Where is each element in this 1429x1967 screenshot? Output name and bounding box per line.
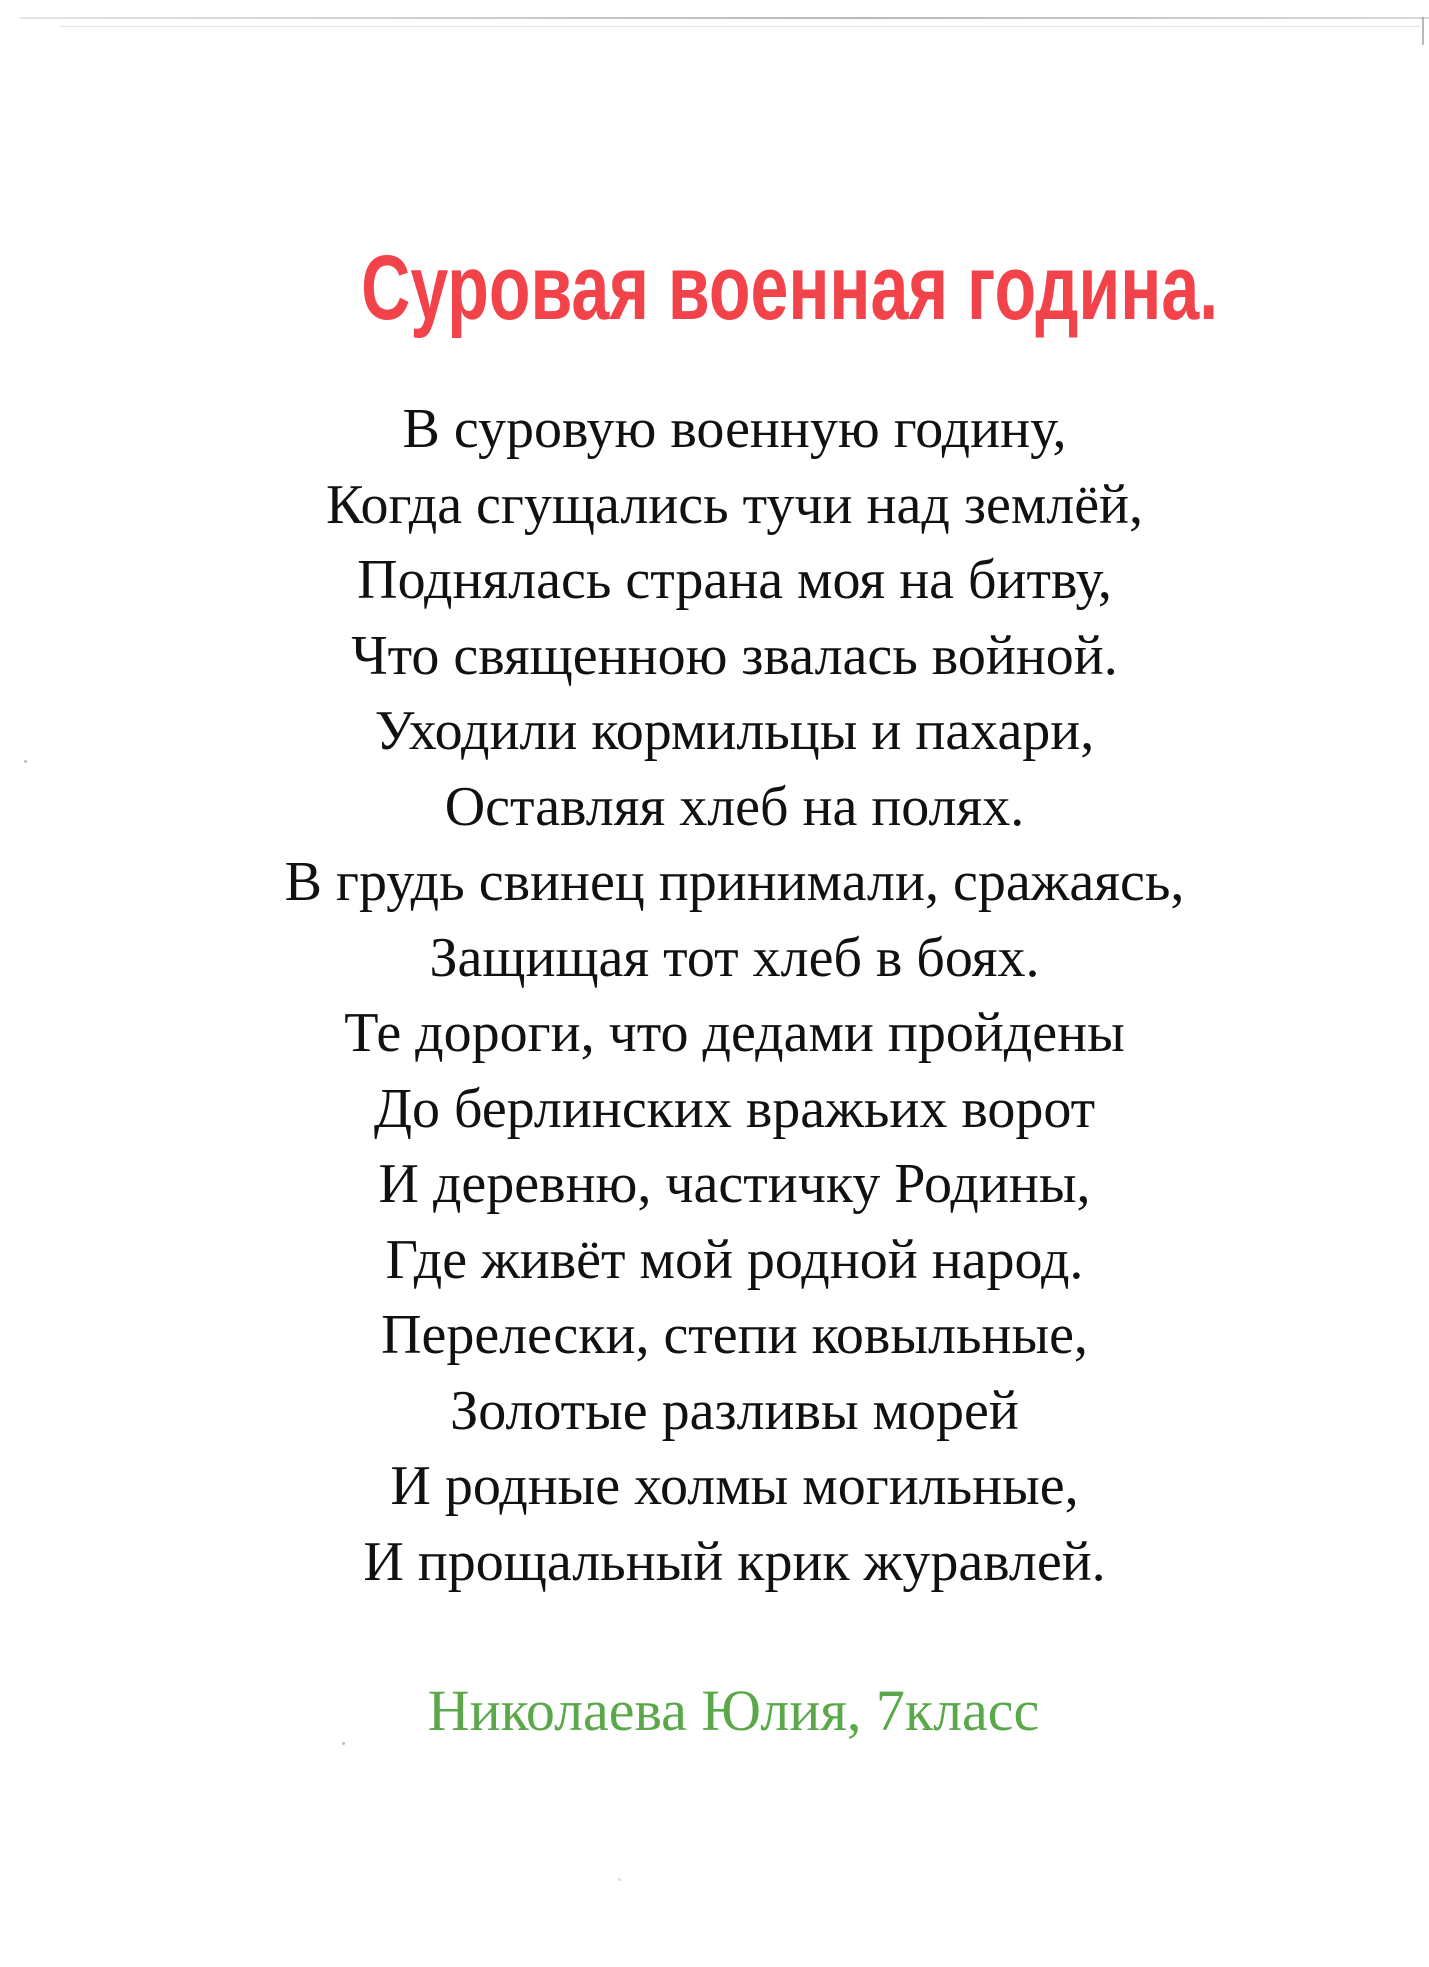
poem-line: Поднялась страна моя на битву,: [357, 549, 1112, 611]
poem-line: Что священною звалась войной.: [351, 624, 1118, 687]
poem-line: Золотые разливы морей: [450, 1379, 1019, 1442]
scan-speck: [618, 1878, 621, 1881]
scan-speck: [24, 760, 27, 763]
poem-line: Защищая тот хлеб в боях.: [429, 926, 1040, 989]
poem-body: [0, 392, 1429, 1600]
poem-line: Оставляя хлеб на полях.: [444, 775, 1025, 838]
poem-line: И прощальный крик журавлей.: [363, 1530, 1106, 1593]
poem-line: Уходили кормильцы и пахари,: [374, 700, 1095, 762]
scan-edge-line: [20, 17, 1429, 19]
scan-edge-line-faint: [60, 26, 1420, 27]
scan-edge-corner: [1422, 17, 1424, 45]
poem-line: До берлинских вражьих ворот: [373, 1077, 1096, 1140]
scan-speck: [342, 1742, 345, 1745]
poem-line: Когда сгущались тучи над землёй,: [325, 473, 1144, 536]
poem-line: Те дороги, что дедами пройдены: [344, 1002, 1125, 1064]
poem-line: В грудь свинец принимали, сражаясь,: [284, 851, 1185, 913]
poem-line: Где живёт мой родной народ.: [385, 1228, 1084, 1291]
poem-line: И деревню, частичку Родины,: [378, 1153, 1091, 1215]
poem-line: Перелески, степи ковыльные,: [381, 1304, 1088, 1366]
poem-title: Суровая военная година.: [361, 237, 1219, 339]
poem-line: В суровую военную годину,: [402, 398, 1067, 460]
author-signature: Николаева Юлия, 7класс: [427, 1678, 1040, 1743]
poem-line: И родные холмы могильные,: [390, 1455, 1079, 1517]
